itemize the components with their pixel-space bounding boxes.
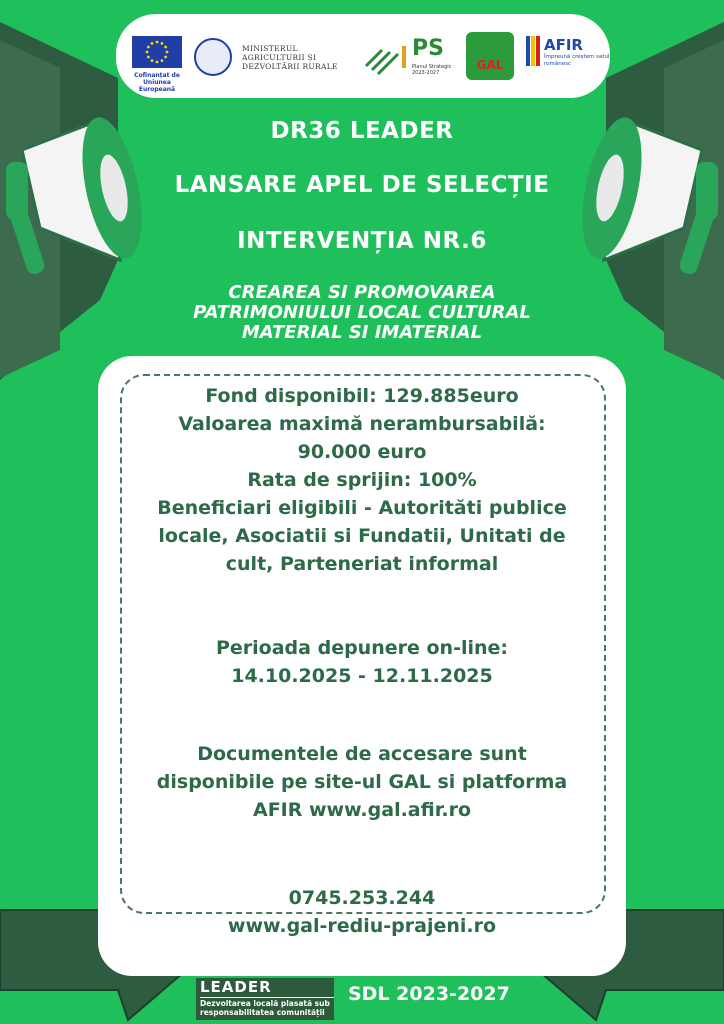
submission-period — [112, 634, 612, 690]
documente-line: disponibile pe site-ul GAL si platforma — [156, 771, 568, 793]
documente-line: Documentele de accesare sunt — [197, 743, 527, 765]
intervention-title-line: CREAREA SI PROMOVAREA — [228, 282, 496, 303]
perioada-dates: 14.10.2025 - 12.11.2025 — [231, 665, 493, 687]
valoare-label: Valoarea maximă nerambursabilă: — [178, 413, 546, 435]
ministry-name: MINISTERUL AGRICULTURII ȘI DEZVOLTĂRII RURALE — [242, 44, 338, 71]
sdl-label: SDL 2023-2027 — [348, 983, 510, 1005]
afir-word: AFIR — [544, 36, 583, 54]
intervention-title-line: PATRIMONIULUI LOCAL CULTURAL — [193, 302, 531, 323]
fond-disponibil: Fond disponibil: 129.885euro — [205, 385, 519, 407]
intervention-title-line: MATERIAL SI IMATERIAL — [241, 322, 483, 343]
beneficiari-line: Beneficiari eligibili - Autorităti publice — [157, 497, 567, 519]
rata-sprijin: Rata de sprijin: 100% — [247, 469, 477, 491]
afir-tagline: Împreună creștem satul românesc — [544, 54, 610, 67]
beneficiari-line: cult, Parteneriat informal — [225, 553, 499, 575]
heading-lansare: LANSARE APEL DE SELECȚIE — [174, 172, 550, 198]
phone-number: 0745.253.244 — [288, 887, 436, 909]
leader-divider — [200, 997, 334, 998]
perioada-label: Perioada depunere on-line: — [215, 637, 508, 659]
logo-bar — [116, 14, 610, 98]
leader-logo — [196, 978, 334, 1020]
afir-mark-icon — [526, 36, 540, 66]
eu-caption: Cofinanțat de Uniunea Europeană — [134, 72, 180, 93]
government-seal-icon — [194, 38, 232, 76]
heading-dr36: DR36 LEADER — [270, 118, 454, 144]
ps-word: PS — [412, 36, 444, 61]
gal-word: GAL — [476, 58, 504, 72]
contact-info — [112, 884, 612, 940]
website-link: www.gal-rediu-prajeni.ro — [227, 915, 497, 937]
heading-interventia: INTERVENȚIA NR.6 — [237, 228, 487, 254]
documente-line: AFIR www.gal.afir.ro — [252, 799, 472, 821]
documents-info — [112, 740, 612, 824]
leader-word: LEADER — [200, 978, 272, 996]
ps-caption: Planul Strategic 2023-2027 — [412, 64, 452, 76]
intervention-title — [120, 283, 604, 343]
funding-details — [112, 382, 612, 578]
eu-flag-icon — [132, 36, 182, 68]
gal-logo-icon — [466, 32, 514, 80]
valoare-amount: 90.000 euro — [297, 441, 427, 463]
beneficiari-line: locale, Asociatii si Fundatii, Unitati de — [158, 525, 566, 547]
leader-subtitle: Dezvoltarea locală plasată sub responsabilitatea comunității — [200, 999, 330, 1017]
